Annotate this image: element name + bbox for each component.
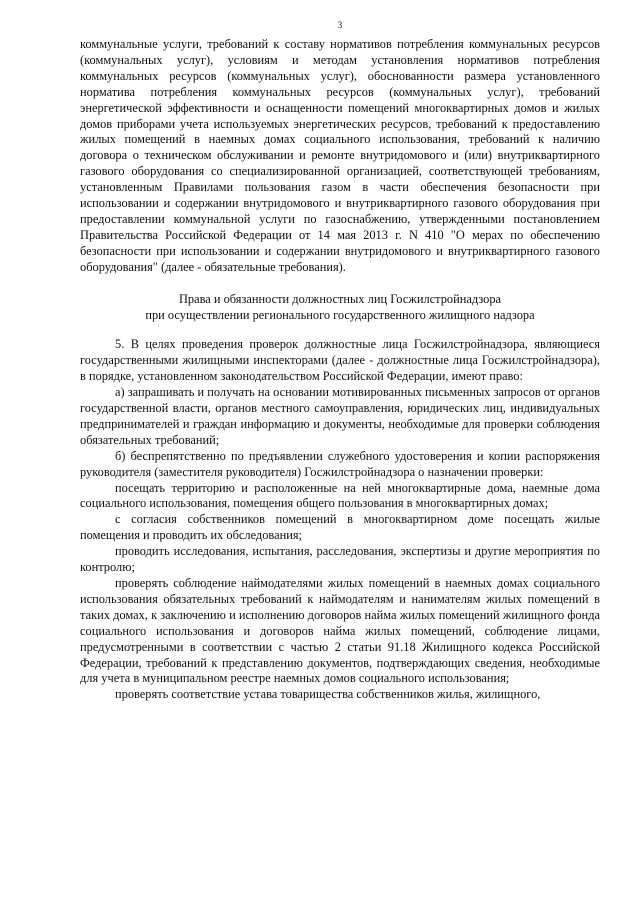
section-heading-line-1: Права и обязанности должностных лиц Госжилстройнадзора [178, 291, 502, 306]
document-page [80, 20, 600, 703]
paragraph-check-landlords: проверять соблюдение наймодателями жилых помещений в наемных домах социального использования обязательных требований к наймодателям и нанимателям жилых помещений в таких домах, к заключению и исполнению договоров найма жилых помещений жилищного фонда социального использования и договоров найма жилых помещений, соблюдение лицами, предусмотренными в соответствии с частью 2 статьи 91.18 Жилищного кодекса Российской Федерации, требований к представлению документов, подтверждающих сведения, необходимые для учета в муниципальном реестре наемных домов социального использования; [80, 576, 600, 686]
paragraph-subitem-a: а) запрашивать и получать на основании мотивированных письменных запросов от органов государственной власти, органов местного самоуправления, юридических лиц, индивидуальных предпринимателей и граждан информацию и документы, необходимые для проверки соблюдения обязательных требований; [80, 385, 600, 447]
page-number: 3 [337, 20, 343, 30]
section-heading-line-2: при осуществлении регионального государственного жилищного надзора [145, 307, 535, 322]
intro-paragraph: коммунальные услуги, требований к составу нормативов потребления коммунальных ресурсов (коммунальных услуг), условиям и методам установления нормативов потребления коммунальных ресурсов (коммунальных услуг), обоснованности размера установленного норматива потребления коммунальных ресурсов (коммунальных услуг), требований энергетической эффективности и оснащенности помещений многоквартирных домов и жилых домов приборами учета используемых энергетических ресурсов, требований к предоставлению жилых помещений в наемных домах социального использования, требований к наличию договора о техническом обслуживании и ремонте внутридомового и (или) внутриквартирного газового оборудования со специализированной организацией, соответствующей требованиям, установленным Правилами пользования газом в части обеспечения безопасности при использовании и содержании внутридомового и внутриквартирного газового оборудования при предоставлении коммунальной услуги по газоснабжению, утвержденными постановлением Правительства Российской Федерации от 14 мая 2013 г. N 410 "О мерах по обеспечению безопасности при использовании и содержании внутридомового и внутриквартирного газового оборудования" (далее - обязательные требования). [80, 37, 600, 274]
section-heading [80, 292, 600, 324]
paragraph-visit-territory: посещать территорию и расположенные на ней многоквартирные дома, наемные дома социального использования, помещения общего пользования в многоквартирных домах; [80, 480, 600, 511]
paragraph-check-charter: проверять соответствие устава товарищества собственников жилья, жилищного, [115, 687, 541, 702]
paragraph-item-5: 5. В целях проведения проверок должностные лица Госжилстройнадзора, являющиеся государственными жилищными инспекторами (далее - должностные лица Госжилстройнадзора), в порядке, установленном законодательством Российской Федерации, имеют право: [80, 337, 600, 384]
paragraph-visit-premises: с согласия собственников помещений в многоквартирном доме посещать жилые помещения и проводить их обследования; [80, 512, 600, 543]
paragraph-subitem-b: б) беспрепятственно по предъявлении служебного удостоверения и копии распоряжения руководителя (заместителя руководителя) Госжилстройнадзора о назначении проверки: [80, 448, 600, 479]
paragraph-conduct-research: проводить исследования, испытания, расследования, экспертизы и другие мероприятия по контролю; [80, 544, 600, 575]
